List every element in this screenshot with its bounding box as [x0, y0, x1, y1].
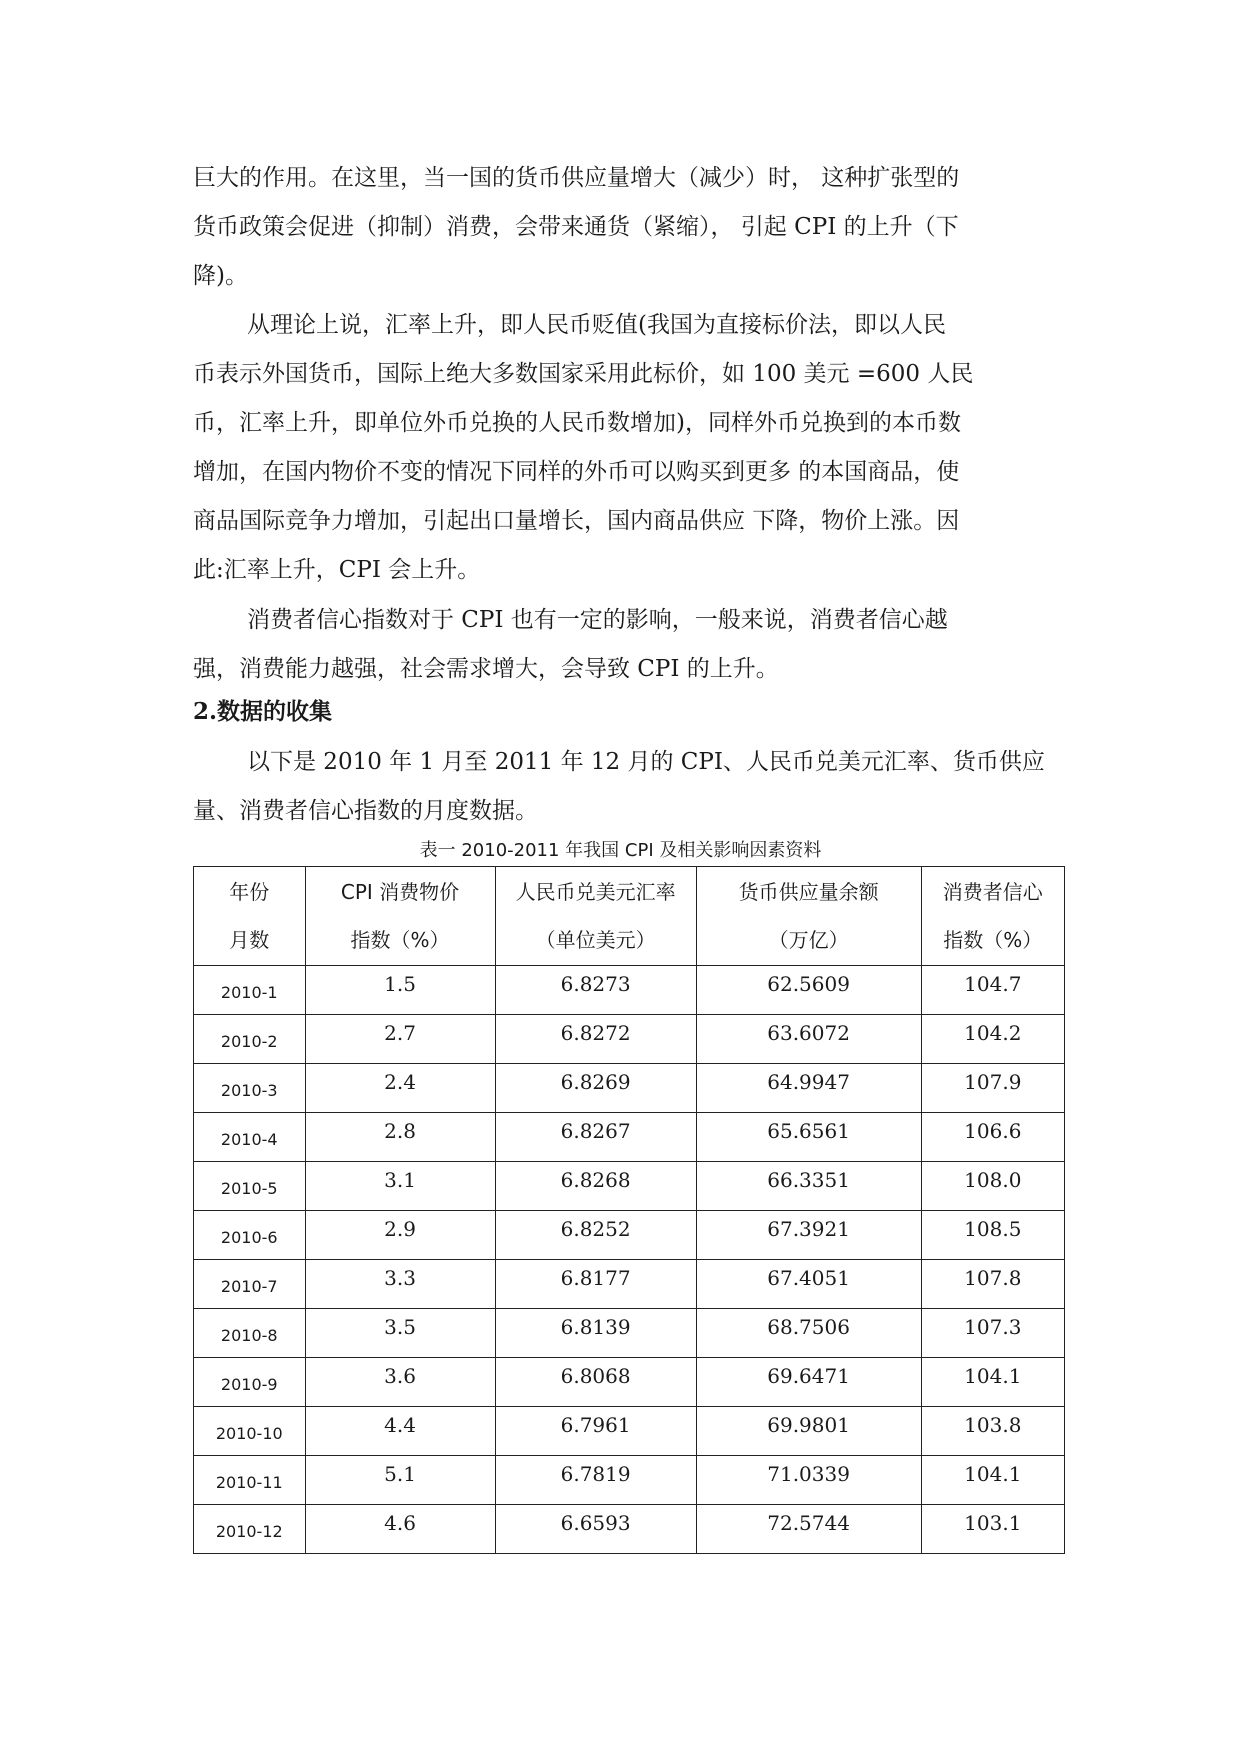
table-row	[194, 1456, 1065, 1505]
paragraph-line: 币表示外国货币，国际上绝大多数国家采用此标价，如 100 美元 =600 人民	[193, 361, 974, 387]
cell-cpi: 3.6	[305, 1358, 495, 1407]
paragraph-intro	[193, 738, 1053, 836]
table-body	[194, 966, 1065, 1554]
paragraph-line: 量、消费者信心指数的月度数据。	[193, 798, 538, 824]
cell-exchange-rate: 6.7961	[495, 1407, 696, 1456]
cell-month: 2010-2	[194, 1015, 306, 1064]
paragraph-line: 巨大的作用。在这里，当一国的货币供应量增大（减少）时， 这种扩张型的	[193, 165, 960, 191]
cell-consumer-confidence: 103.8	[921, 1407, 1064, 1456]
header-line: 消费者信心	[942, 880, 1043, 904]
cell-cpi: 2.4	[305, 1064, 495, 1113]
cell-exchange-rate: 6.8252	[495, 1211, 696, 1260]
table-header-row	[194, 867, 1065, 966]
cell-consumer-confidence: 108.5	[921, 1211, 1064, 1260]
cell-month: 2010-1	[194, 966, 306, 1015]
paragraph-exchange-rate	[193, 301, 1053, 595]
cell-cpi: 2.8	[305, 1113, 495, 1162]
cell-exchange-rate: 6.8267	[495, 1113, 696, 1162]
cell-consumer-confidence: 104.2	[921, 1015, 1064, 1064]
table-row	[194, 1358, 1065, 1407]
column-header-month	[194, 867, 306, 966]
header-line: CPI 消费物价	[340, 880, 460, 904]
table-row	[194, 1113, 1065, 1162]
cell-money-supply: 69.9801	[696, 1407, 921, 1456]
cell-exchange-rate: 6.8068	[495, 1358, 696, 1407]
cell-month: 2010-7	[194, 1260, 306, 1309]
table-row	[194, 1505, 1065, 1554]
cell-exchange-rate: 6.8139	[495, 1309, 696, 1358]
cell-consumer-confidence: 104.7	[921, 966, 1064, 1015]
section-heading: 2.数据的收集	[193, 698, 333, 725]
paragraph-line: 货币政策会促进（抑制）消费，会带来通货（紧缩）， 引起 CPI 的上升（下	[193, 214, 959, 240]
header-line: （万亿）	[768, 928, 849, 952]
cell-month: 2010-6	[194, 1211, 306, 1260]
cell-exchange-rate: 6.8273	[495, 966, 696, 1015]
cell-consumer-confidence: 104.1	[921, 1358, 1064, 1407]
cell-money-supply: 72.5744	[696, 1505, 921, 1554]
paragraph-line: 从理论上说，汇率上升，即人民币贬值(我国为直接标价法，即以人民	[247, 312, 946, 338]
cell-cpi: 3.5	[305, 1309, 495, 1358]
header-line: 货币供应量余额	[738, 880, 879, 904]
cell-money-supply: 66.3351	[696, 1162, 921, 1211]
cell-cpi: 4.4	[305, 1407, 495, 1456]
cell-money-supply: 67.4051	[696, 1260, 921, 1309]
cell-consumer-confidence: 107.8	[921, 1260, 1064, 1309]
table-row	[194, 1162, 1065, 1211]
cell-cpi: 2.7	[305, 1015, 495, 1064]
column-header-exchange-rate	[495, 867, 696, 966]
cell-cpi: 1.5	[305, 966, 495, 1015]
cell-consumer-confidence: 107.9	[921, 1064, 1064, 1113]
cell-exchange-rate: 6.7819	[495, 1456, 696, 1505]
header-line: 指数（%）	[350, 928, 450, 952]
cell-month: 2010-9	[194, 1358, 306, 1407]
cell-cpi: 5.1	[305, 1456, 495, 1505]
table-caption: 表一 2010-2011 年我国 CPI 及相关影响因素资料	[419, 840, 822, 861]
cell-exchange-rate: 6.6593	[495, 1505, 696, 1554]
header-line: （单位美元）	[535, 928, 656, 952]
paragraph-consumer-confidence	[193, 596, 1053, 694]
cell-money-supply: 68.7506	[696, 1309, 921, 1358]
paragraph-money-supply	[193, 154, 1053, 301]
cell-month: 2010-8	[194, 1309, 306, 1358]
table-row	[194, 1309, 1065, 1358]
cell-month: 2010-10	[194, 1407, 306, 1456]
cell-cpi: 4.6	[305, 1505, 495, 1554]
cell-consumer-confidence: 106.6	[921, 1113, 1064, 1162]
table-row	[194, 1015, 1065, 1064]
table-row	[194, 966, 1065, 1015]
cell-cpi: 3.1	[305, 1162, 495, 1211]
column-header-cpi	[305, 867, 495, 966]
cell-money-supply: 65.6561	[696, 1113, 921, 1162]
cell-month: 2010-12	[194, 1505, 306, 1554]
cell-money-supply: 63.6072	[696, 1015, 921, 1064]
cell-cpi: 2.9	[305, 1211, 495, 1260]
cell-exchange-rate: 6.8177	[495, 1260, 696, 1309]
table-row	[194, 1407, 1065, 1456]
header-line: 指数（%）	[943, 928, 1043, 952]
paragraph-line: 商品国际竞争力增加，引起出口量增长，国内商品供应 下降，物价上涨。因	[193, 508, 960, 534]
cell-money-supply: 69.6471	[696, 1358, 921, 1407]
header-line: 年份	[229, 880, 270, 904]
cell-money-supply: 62.5609	[696, 966, 921, 1015]
cell-consumer-confidence: 103.1	[921, 1505, 1064, 1554]
cell-money-supply: 67.3921	[696, 1211, 921, 1260]
cell-exchange-rate: 6.8268	[495, 1162, 696, 1211]
cell-money-supply: 71.0339	[696, 1456, 921, 1505]
paragraph-line: 消费者信心指数对于 CPI 也有一定的影响，一般来说，消费者信心越	[247, 607, 948, 633]
column-header-consumer-confidence	[921, 867, 1064, 966]
cell-month: 2010-3	[194, 1064, 306, 1113]
table-row	[194, 1211, 1065, 1260]
cell-month: 2010-11	[194, 1456, 306, 1505]
paragraph-line: 以下是 2010 年 1 月至 2011 年 12 月的 CPI、人民币兑美元汇率、货币供应	[247, 749, 1045, 775]
cell-exchange-rate: 6.8269	[495, 1064, 696, 1113]
table-row	[194, 1260, 1065, 1309]
cell-exchange-rate: 6.8272	[495, 1015, 696, 1064]
table-row	[194, 1064, 1065, 1113]
cell-cpi: 3.3	[305, 1260, 495, 1309]
cpi-data-table	[193, 866, 1065, 1554]
paragraph-line: 币，汇率上升，即单位外币兑换的人民币数增加)，同样外币兑换到的本币数	[193, 410, 961, 436]
cell-month: 2010-4	[194, 1113, 306, 1162]
header-line: 月数	[229, 928, 270, 952]
cell-consumer-confidence: 108.0	[921, 1162, 1064, 1211]
cell-money-supply: 64.9947	[696, 1064, 921, 1113]
paragraph-line: 此:汇率上升，CPI 会上升。	[193, 557, 481, 583]
header-line: 人民币兑美元汇率	[515, 880, 676, 904]
column-header-money-supply	[696, 867, 921, 966]
cell-consumer-confidence: 107.3	[921, 1309, 1064, 1358]
paragraph-line: 增加，在国内物价不变的情况下同样的外币可以购买到更多 的本国商品，使	[193, 459, 960, 485]
cell-consumer-confidence: 104.1	[921, 1456, 1064, 1505]
paragraph-line: 降)。	[193, 263, 248, 289]
cell-month: 2010-5	[194, 1162, 306, 1211]
paragraph-line: 强，消费能力越强，社会需求增大，会导致 CPI 的上升。	[193, 656, 779, 682]
